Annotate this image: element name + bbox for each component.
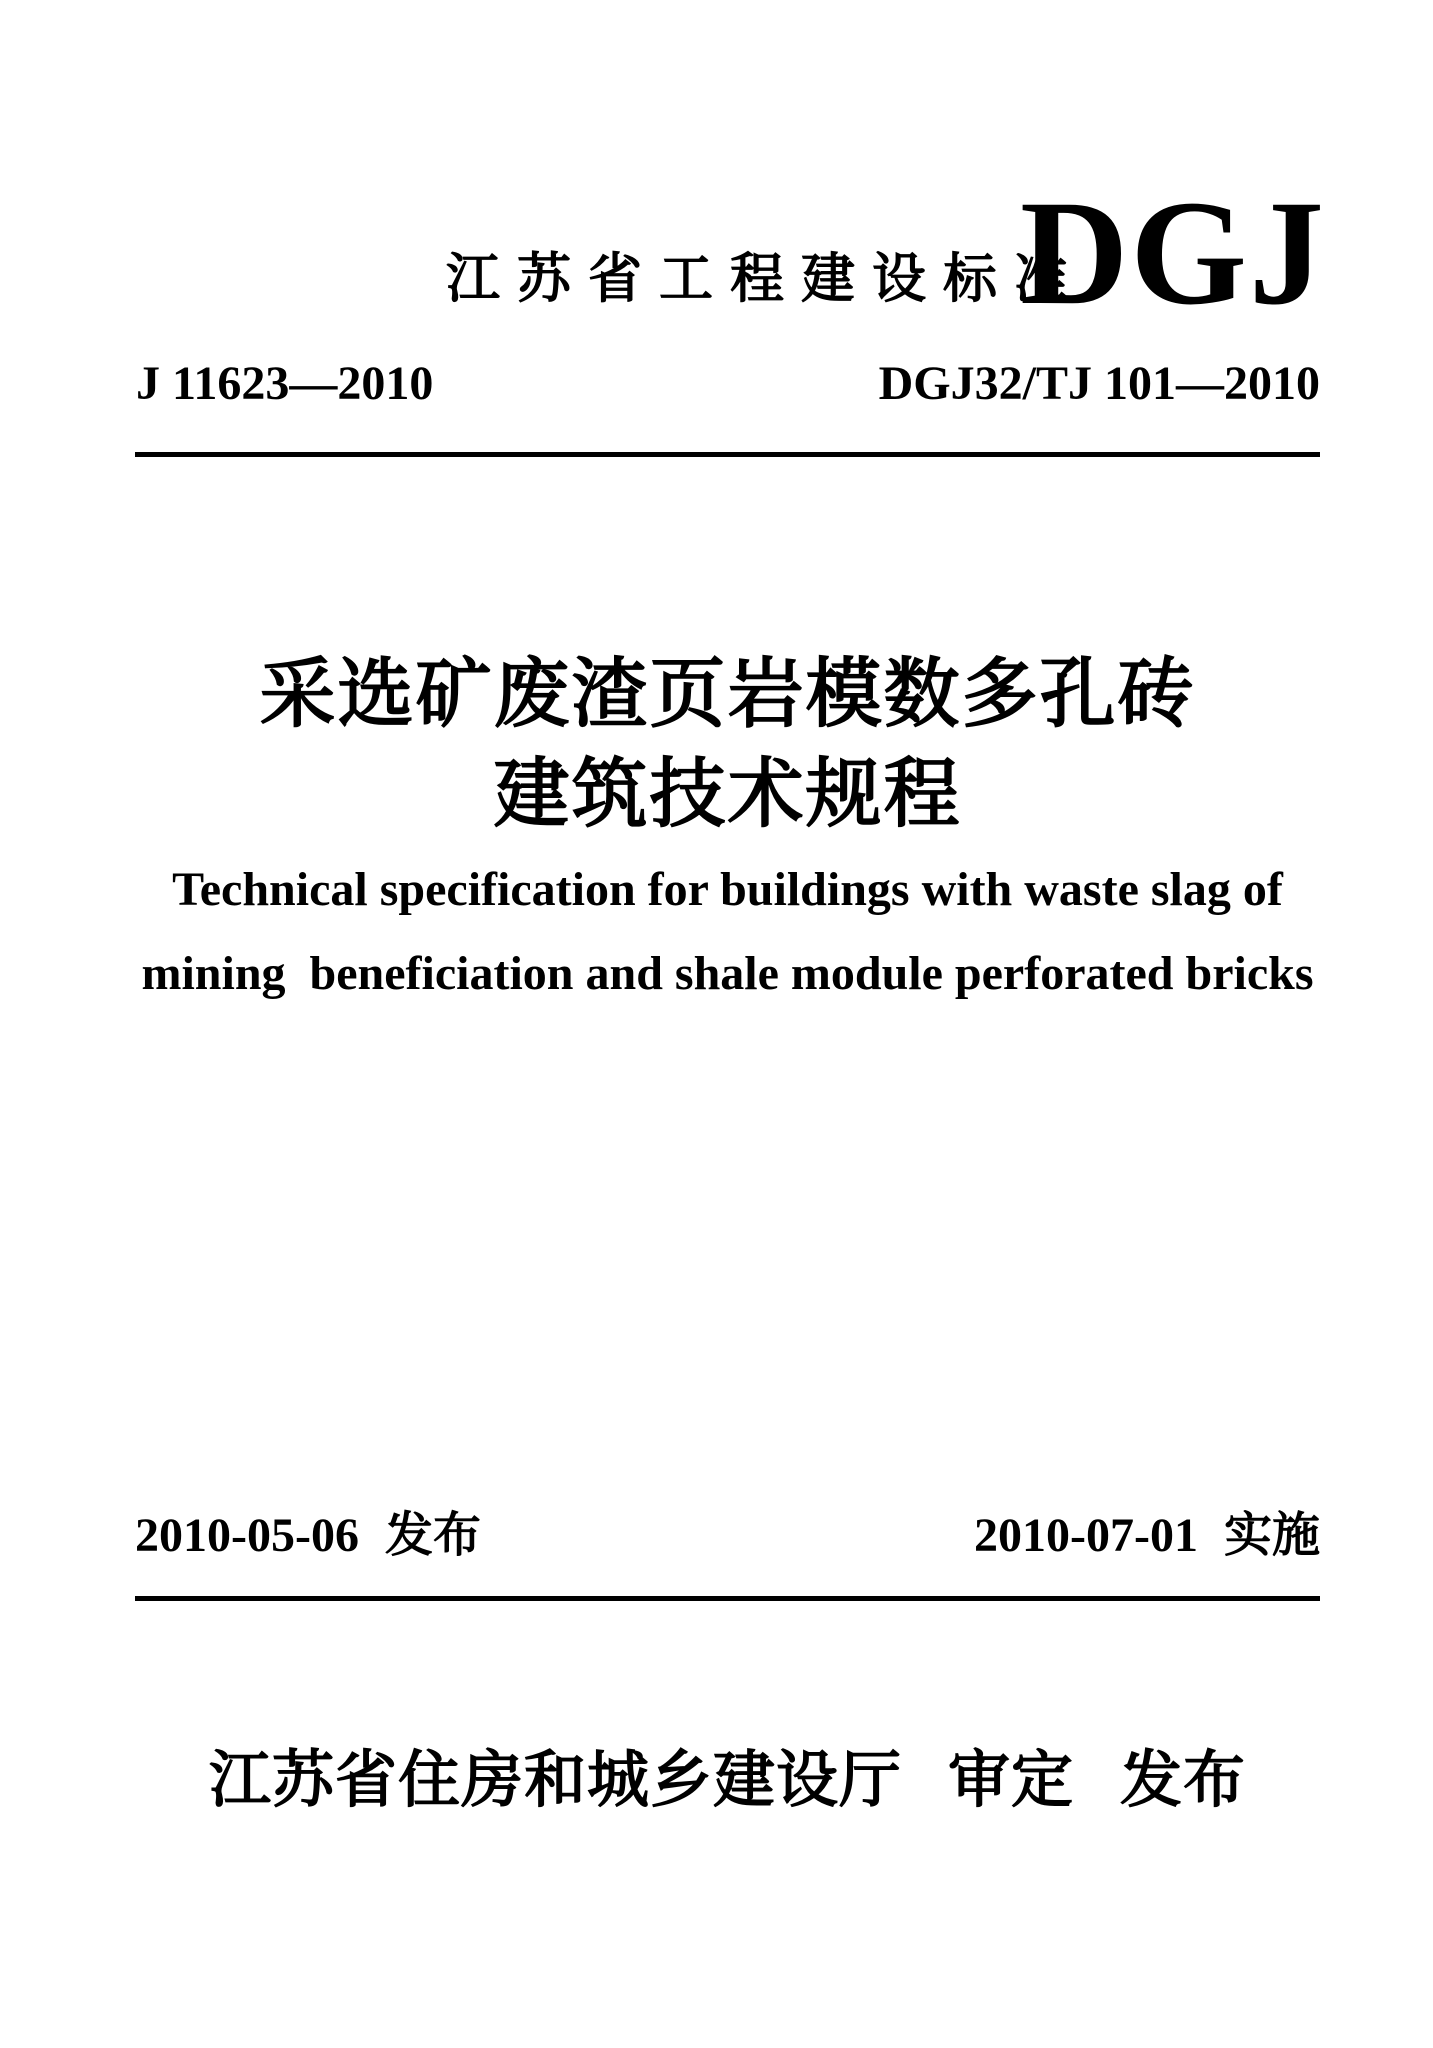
publish-label: 发布 bbox=[384, 1509, 481, 1562]
standard-number: DGJ32/TJ 101—2010 bbox=[878, 357, 1320, 410]
issuer-name: 江苏省住房和城乡建设厅 bbox=[208, 1746, 902, 1815]
dates-row bbox=[135, 1510, 1320, 1562]
header-divider-line bbox=[135, 452, 1320, 457]
title-en-line1: Technical specification for buildings with waste slag of bbox=[172, 863, 1283, 916]
footer-row bbox=[135, 1748, 1320, 1814]
title-en-line2: mining beneficiation and shale module perforated bricks bbox=[141, 947, 1314, 1000]
implement-date: 2010-07-01 bbox=[974, 1509, 1198, 1562]
title-zh-line2: 建筑技术规程 bbox=[493, 752, 962, 837]
issue-label: 发布 bbox=[1120, 1746, 1247, 1815]
archival-number: J 11623—2010 bbox=[136, 357, 434, 410]
dgj-logo: DGJ bbox=[1020, 170, 1326, 336]
implement-label: 实施 bbox=[1223, 1509, 1320, 1562]
implement-date-group bbox=[974, 1510, 1320, 1562]
approve-label: 审定 bbox=[947, 1746, 1074, 1815]
title-zh-line1: 采选矿废渣页岩模数多孔砖 bbox=[259, 652, 1196, 737]
footer-divider-line bbox=[135, 1596, 1320, 1601]
title-block bbox=[135, 645, 1320, 1013]
standard-system-label: 江苏省工程建设标准 bbox=[446, 249, 1085, 309]
publish-date: 2010-05-06 bbox=[135, 1509, 359, 1562]
publish-date-group bbox=[135, 1510, 481, 1562]
